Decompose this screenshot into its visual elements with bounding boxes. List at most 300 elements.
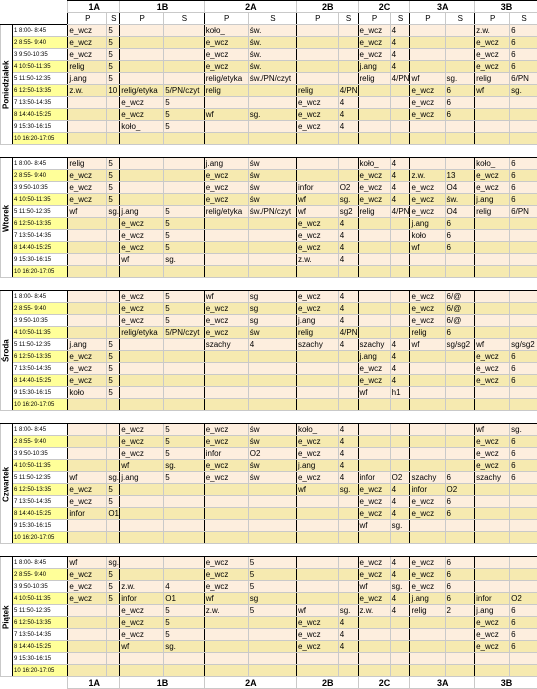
room-cell: O1 <box>164 593 204 605</box>
room-cell <box>338 375 358 387</box>
subject-cell <box>475 581 510 593</box>
subject-cell: e_wcz <box>410 85 445 97</box>
room-cell: św. <box>248 25 296 37</box>
subject-cell: e_wcz <box>410 97 445 109</box>
room-cell: 13 <box>445 170 475 182</box>
room-cell <box>510 496 537 508</box>
subject-cell <box>358 399 390 411</box>
room-cell <box>510 508 537 520</box>
room-cell: 6 <box>445 496 475 508</box>
subject-cell: e_wcz <box>296 641 338 653</box>
room-cell: 4/PN <box>338 327 358 339</box>
subject-cell: e_wcz <box>358 25 390 37</box>
subject-cell: wf <box>120 254 164 266</box>
period-label: 1 8:00- 8:45 <box>13 291 68 303</box>
subject-cell <box>68 97 107 109</box>
room-cell <box>510 581 537 593</box>
room-cell: 4 <box>338 254 358 266</box>
room-cell <box>338 49 358 61</box>
room-cell <box>445 61 475 73</box>
subject-cell <box>120 25 164 37</box>
room-cell <box>445 436 475 448</box>
sub-header-p: P <box>410 13 445 25</box>
subject-cell <box>68 266 107 278</box>
subject-cell: koło_ <box>120 121 164 133</box>
class-header-2c: 2C <box>358 677 410 689</box>
table-row <box>1 617 537 629</box>
table-row <box>1 641 537 653</box>
subject-cell <box>204 387 248 399</box>
subject-cell <box>358 532 390 544</box>
room-cell <box>510 532 537 544</box>
room-cell <box>248 629 296 641</box>
period-label: 4 10:50-11:35 <box>13 61 68 73</box>
subject-cell <box>410 448 445 460</box>
subject-cell: z.w. <box>358 605 390 617</box>
subject-cell: e_wcz <box>68 484 107 496</box>
room-cell <box>338 520 358 532</box>
sub-header-s: S <box>338 13 358 25</box>
table-row <box>1 170 537 182</box>
table-row <box>1 182 537 194</box>
room-cell <box>164 170 204 182</box>
period-label: 10 16:20-17:05 <box>13 133 68 145</box>
room-cell <box>164 665 204 677</box>
subject-cell <box>68 605 107 617</box>
room-cell <box>107 109 120 121</box>
subject-cell: e_wcz <box>68 49 107 61</box>
period-label: 10 16:20-17:05 <box>13 266 68 278</box>
subject-cell <box>68 254 107 266</box>
room-cell <box>445 653 475 665</box>
period-label: 2 8:55- 9:40 <box>13 569 68 581</box>
room-cell <box>390 315 410 327</box>
subject-cell <box>68 303 107 315</box>
room-cell <box>164 496 204 508</box>
subject-cell: e_wcz <box>410 315 445 327</box>
room-cell: sg. <box>390 581 410 593</box>
room-cell <box>338 363 358 375</box>
room-cell <box>390 532 410 544</box>
room-cell <box>445 387 475 399</box>
room-cell <box>248 653 296 665</box>
subject-cell <box>204 218 248 230</box>
subject-cell <box>358 266 390 278</box>
subject-cell: e_wcz <box>475 49 510 61</box>
subject-cell: e_wcz <box>475 375 510 387</box>
period-label: 1 8:00- 8:45 <box>13 424 68 436</box>
period-label: 10 16:20-17:05 <box>13 399 68 411</box>
room-cell <box>445 665 475 677</box>
subject-cell: e_wcz <box>120 291 164 303</box>
subject-cell: koło_ <box>475 158 510 170</box>
class-header-2c: 2C <box>358 1 410 13</box>
class-header-3a: 3A <box>410 1 475 13</box>
room-cell: 5 <box>107 25 120 37</box>
subject-cell: e_wcz <box>296 242 338 254</box>
subject-cell <box>296 49 338 61</box>
room-cell <box>510 133 537 145</box>
room-cell: 6 <box>445 557 475 569</box>
subject-cell: e_wcz <box>475 363 510 375</box>
room-cell <box>338 557 358 569</box>
room-cell: 5 <box>107 170 120 182</box>
room-cell <box>338 25 358 37</box>
subject-cell <box>410 37 445 49</box>
subject-cell <box>296 363 338 375</box>
room-cell <box>510 230 537 242</box>
subject-cell <box>120 73 164 85</box>
table-row <box>1 424 537 436</box>
subject-cell: e_wcz <box>296 218 338 230</box>
subject-cell <box>358 436 390 448</box>
table-row <box>1 363 537 375</box>
room-cell <box>390 109 410 121</box>
subject-cell: wf <box>296 194 338 206</box>
subject-cell <box>296 351 338 363</box>
subject-cell: wf <box>358 520 390 532</box>
subject-cell: e_wcz <box>475 436 510 448</box>
subject-cell <box>68 629 107 641</box>
subject-cell: e_wcz <box>120 109 164 121</box>
table-row <box>1 472 537 484</box>
table-row <box>1 653 537 665</box>
subject-cell <box>358 327 390 339</box>
room-cell: 6/@ <box>445 315 475 327</box>
room-cell <box>445 254 475 266</box>
room-cell <box>164 484 204 496</box>
table-row <box>1 569 537 581</box>
room-cell: 5/PN/czyt <box>164 327 204 339</box>
subject-cell <box>68 617 107 629</box>
period-label: 2 8:55- 9:40 <box>13 436 68 448</box>
room-cell: O4 <box>445 182 475 194</box>
class-header-3b: 3B <box>475 1 537 13</box>
subject-cell <box>410 375 445 387</box>
subject-cell <box>204 121 248 133</box>
subject-cell <box>120 133 164 145</box>
room-cell: 5 <box>164 303 204 315</box>
period-label: 6 12:50-13:35 <box>13 484 68 496</box>
room-cell: 4 <box>390 363 410 375</box>
room-cell: 6 <box>510 37 537 49</box>
subject-cell: e_wcz <box>296 291 338 303</box>
subject-cell: e_wcz <box>358 375 390 387</box>
subject-cell: e_wcz <box>410 291 445 303</box>
subject-cell <box>120 363 164 375</box>
table-row <box>1 61 537 73</box>
subject-cell: wf <box>204 291 248 303</box>
room-cell: 5 <box>248 569 296 581</box>
subject-cell: e_wcz <box>120 424 164 436</box>
room-cell: 6 <box>445 581 475 593</box>
subject-cell <box>410 121 445 133</box>
subject-cell: e_wcz <box>204 303 248 315</box>
subject-cell <box>68 448 107 460</box>
room-cell <box>510 303 537 315</box>
subject-cell <box>68 230 107 242</box>
room-cell: 5 <box>107 194 120 206</box>
subject-cell: j.ang <box>68 339 107 351</box>
room-cell: 4 <box>248 339 296 351</box>
room-cell <box>164 508 204 520</box>
subject-cell <box>204 496 248 508</box>
subject-cell: wf <box>68 206 107 218</box>
period-label: 1 8:00- 8:45 <box>13 557 68 569</box>
room-cell <box>107 242 120 254</box>
room-cell: 4 <box>338 424 358 436</box>
room-cell <box>445 158 475 170</box>
subject-cell: e_wcz <box>120 436 164 448</box>
subject-cell <box>120 375 164 387</box>
period-label: 4 10:50-11:35 <box>13 194 68 206</box>
subject-cell <box>475 133 510 145</box>
room-cell: 4 <box>390 557 410 569</box>
subject-cell <box>475 520 510 532</box>
room-cell <box>390 399 410 411</box>
room-cell <box>390 242 410 254</box>
subject-cell: e_wcz <box>204 436 248 448</box>
subject-cell <box>410 436 445 448</box>
room-cell: 4 <box>338 315 358 327</box>
period-label: 5 11:50-12:35 <box>13 73 68 85</box>
room-cell <box>338 665 358 677</box>
room-cell <box>164 532 204 544</box>
room-cell <box>510 109 537 121</box>
subject-cell: e_wcz <box>204 327 248 339</box>
subject-cell <box>358 291 390 303</box>
subject-cell: z.w. <box>68 85 107 97</box>
room-cell <box>338 508 358 520</box>
room-cell <box>510 315 537 327</box>
subject-cell <box>475 532 510 544</box>
subject-cell <box>358 665 390 677</box>
subject-cell: wf <box>120 641 164 653</box>
room-cell <box>248 218 296 230</box>
room-cell: 6 <box>510 61 537 73</box>
subject-cell <box>475 665 510 677</box>
period-label: 6 12:50-13:35 <box>13 351 68 363</box>
subject-cell <box>120 194 164 206</box>
room-cell: 6 <box>445 218 475 230</box>
room-cell: 5 <box>164 629 204 641</box>
room-cell <box>107 254 120 266</box>
subject-cell: e_wcz <box>296 97 338 109</box>
period-label: 3 9:50-10:35 <box>13 581 68 593</box>
subject-cell: j.ang <box>120 206 164 218</box>
table-row <box>1 665 537 677</box>
room-cell: 6 <box>445 327 475 339</box>
subject-cell <box>410 629 445 641</box>
room-cell <box>510 653 537 665</box>
room-cell: 4 <box>338 291 358 303</box>
room-cell: sg. <box>164 641 204 653</box>
room-cell <box>107 460 120 472</box>
room-cell <box>390 254 410 266</box>
subject-cell <box>358 629 390 641</box>
room-cell: 4 <box>390 158 410 170</box>
subject-cell <box>296 61 338 73</box>
room-cell: 5 <box>107 363 120 375</box>
subject-cell <box>410 387 445 399</box>
room-cell <box>510 387 537 399</box>
room-cell: 5/PN/czyt <box>164 85 204 97</box>
room-cell <box>445 266 475 278</box>
sub-header-s: S <box>107 13 120 25</box>
room-cell <box>164 49 204 61</box>
corner-blank <box>1 677 68 689</box>
room-cell: h1 <box>390 387 410 399</box>
subject-cell: relig <box>410 605 445 617</box>
room-cell: 5 <box>164 472 204 484</box>
subject-cell <box>475 315 510 327</box>
subject-cell <box>296 133 338 145</box>
subject-cell <box>410 25 445 37</box>
table-row <box>1 581 537 593</box>
room-cell <box>445 617 475 629</box>
table-row <box>1 557 537 569</box>
room-cell: 6 <box>445 472 475 484</box>
room-cell <box>338 37 358 49</box>
subject-cell <box>68 242 107 254</box>
room-cell: św <box>248 460 296 472</box>
room-cell: 5 <box>164 291 204 303</box>
subject-cell: e_wcz <box>204 569 248 581</box>
subject-cell <box>204 97 248 109</box>
subject-cell <box>120 653 164 665</box>
room-cell: O2 <box>248 448 296 460</box>
room-cell <box>164 569 204 581</box>
subject-cell <box>358 641 390 653</box>
room-cell: 4 <box>338 629 358 641</box>
subject-cell <box>475 254 510 266</box>
room-cell <box>164 387 204 399</box>
subject-cell: relig/etyka <box>204 206 248 218</box>
subject-cell <box>475 327 510 339</box>
subject-cell <box>358 218 390 230</box>
room-cell <box>164 25 204 37</box>
room-cell: 4 <box>390 508 410 520</box>
subject-cell: e_wcz <box>204 182 248 194</box>
room-cell <box>107 629 120 641</box>
subject-cell: wf <box>68 472 107 484</box>
subject-cell: wf <box>475 85 510 97</box>
subject-cell: e_wcz <box>296 617 338 629</box>
subject-cell: e_wcz <box>410 194 445 206</box>
period-label: 5 11:50-12:35 <box>13 605 68 617</box>
room-cell: 5 <box>164 315 204 327</box>
room-cell: 4 <box>338 436 358 448</box>
subject-cell: e_wcz <box>410 303 445 315</box>
room-cell: św./PN/czyt <box>248 73 296 85</box>
room-cell: św. <box>248 61 296 73</box>
table-row <box>1 25 537 37</box>
room-cell: sg. <box>107 206 120 218</box>
period-label: 4 10:50-11:35 <box>13 327 68 339</box>
subject-cell: e_wcz <box>204 49 248 61</box>
subject-cell <box>296 37 338 49</box>
room-cell <box>390 85 410 97</box>
room-cell <box>107 605 120 617</box>
subject-cell: e_wcz <box>475 170 510 182</box>
room-cell <box>107 327 120 339</box>
room-cell <box>445 641 475 653</box>
room-cell: św <box>248 170 296 182</box>
class-header-2b: 2B <box>296 1 358 13</box>
subject-cell <box>475 242 510 254</box>
table-row <box>1 109 537 121</box>
room-cell <box>445 629 475 641</box>
table-row <box>1 242 537 254</box>
sub-header-p: P <box>68 13 107 25</box>
room-cell: 6/@ <box>445 303 475 315</box>
subject-cell <box>410 266 445 278</box>
day-label: Czwartek <box>1 424 13 544</box>
room-cell: św. <box>445 194 475 206</box>
room-cell <box>390 641 410 653</box>
subject-cell: e_wcz <box>120 242 164 254</box>
subject-cell <box>296 508 338 520</box>
room-cell: 6/PN <box>510 73 537 85</box>
subject-cell <box>204 399 248 411</box>
room-cell <box>510 557 537 569</box>
subject-cell: e_wcz <box>358 363 390 375</box>
room-cell: św. <box>248 37 296 49</box>
period-label: 3 9:50-10:35 <box>13 448 68 460</box>
room-cell <box>107 653 120 665</box>
class-header-3b: 3B <box>475 677 537 689</box>
room-cell <box>107 617 120 629</box>
subject-cell: relig <box>475 206 510 218</box>
subject-cell <box>475 484 510 496</box>
subject-cell: e_wcz <box>68 25 107 37</box>
subject-cell <box>296 581 338 593</box>
subject-cell: relig <box>204 85 248 97</box>
subject-cell <box>204 375 248 387</box>
subject-cell <box>68 641 107 653</box>
room-cell <box>510 520 537 532</box>
subject-cell: wf <box>296 206 338 218</box>
room-cell <box>390 291 410 303</box>
subject-cell: e_wcz <box>358 194 390 206</box>
subject-cell: e_wcz <box>410 569 445 581</box>
subject-cell <box>204 641 248 653</box>
room-cell: 5 <box>164 242 204 254</box>
room-cell: 6 <box>445 242 475 254</box>
subject-cell <box>296 266 338 278</box>
subject-cell <box>296 557 338 569</box>
room-cell <box>338 351 358 363</box>
subject-cell: wf <box>358 387 390 399</box>
period-label: 7 13:50-14:35 <box>13 629 68 641</box>
class-header-1b: 1B <box>120 1 205 13</box>
subject-cell: e_wcz <box>358 49 390 61</box>
subject-cell: z.w. <box>410 170 445 182</box>
day-label: Poniedziałek <box>1 25 13 145</box>
room-cell <box>510 242 537 254</box>
table-row <box>1 605 537 617</box>
subject-cell: j.ang <box>358 61 390 73</box>
subject-cell <box>410 399 445 411</box>
table-row <box>1 460 537 472</box>
subject-cell <box>296 496 338 508</box>
subject-cell: relig <box>358 73 390 85</box>
room-cell <box>248 121 296 133</box>
table-row <box>1 194 537 206</box>
room-cell <box>338 387 358 399</box>
subject-cell: e_wcz <box>120 303 164 315</box>
subject-cell <box>358 97 390 109</box>
